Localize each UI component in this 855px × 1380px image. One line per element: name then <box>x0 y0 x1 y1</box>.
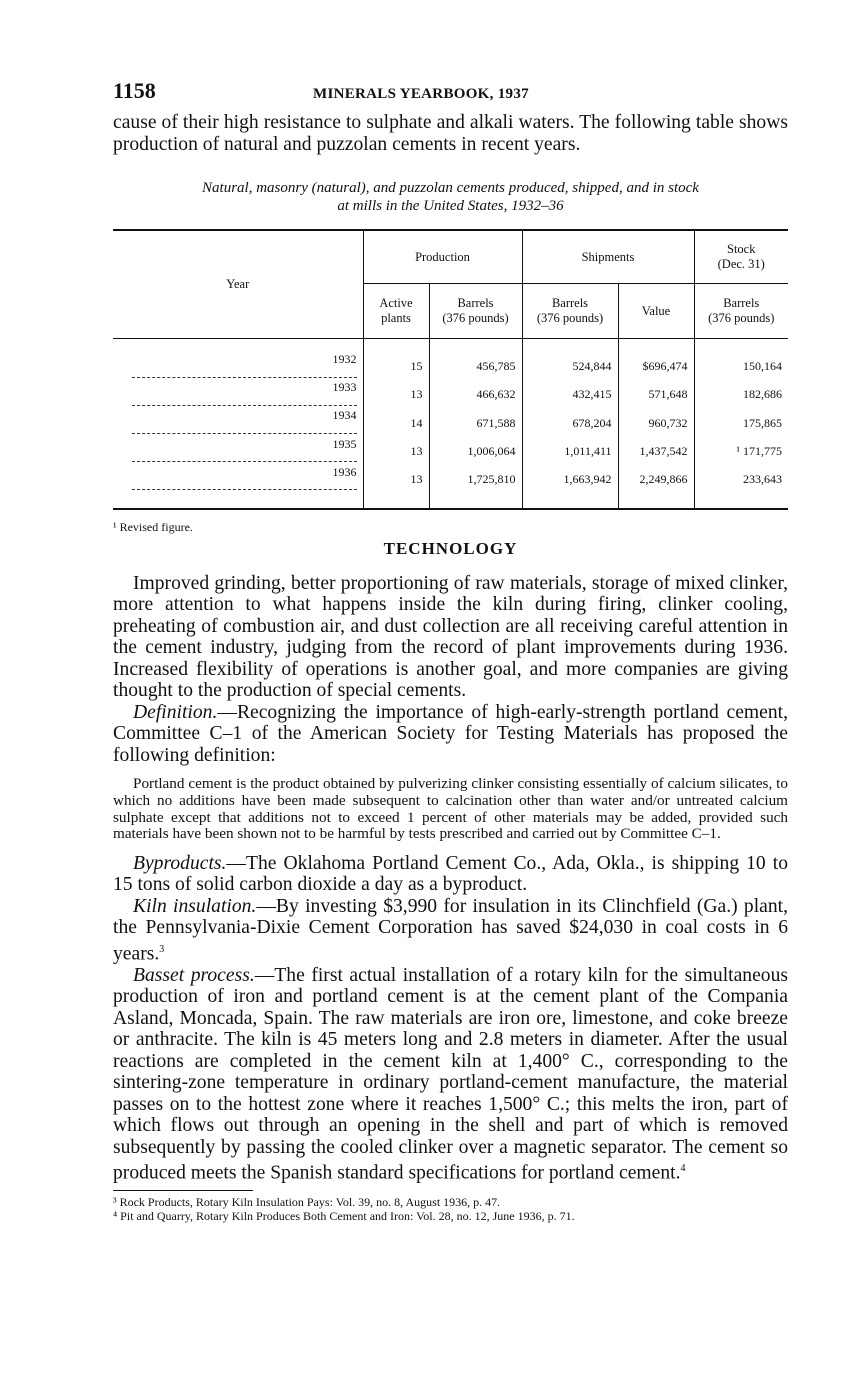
table-row <box>113 409 788 437</box>
run-in-head: Byproducts. <box>133 852 227 874</box>
cell-stock: 150,164 <box>694 339 788 382</box>
cell-year <box>113 339 363 382</box>
leader-dots <box>132 479 357 490</box>
cell-produced: 1,006,064 <box>429 438 522 466</box>
paragraph-basset-process <box>113 965 788 1185</box>
cell-value: 571,648 <box>618 381 694 409</box>
cell-value: 960,732 <box>618 409 694 437</box>
footnote-ref: 3 <box>159 943 165 955</box>
run-in-head: Basset process. <box>133 964 255 986</box>
year-label: 1932 <box>332 352 357 366</box>
col-header-shipped-barrels <box>522 284 618 339</box>
cell-active-plants: 15 <box>363 339 429 382</box>
footnote-ref: 4 <box>680 1163 686 1175</box>
footnote-rule <box>113 1190 253 1191</box>
run-in-head: Definition. <box>133 701 218 723</box>
active-label: Active <box>379 296 413 310</box>
cell-stock: 182,686 <box>694 381 788 409</box>
barrels-label: Barrels <box>551 296 589 310</box>
stock-label: Stock <box>727 242 756 256</box>
cell-produced: 671,588 <box>429 409 522 437</box>
year-label: 1934 <box>332 408 357 423</box>
intro-paragraph: cause of their high resistance to sulphate and alkali waters. The following table shows production of natural and puzzolan cements in recent years. <box>113 112 788 155</box>
table-caption <box>113 179 788 215</box>
cell-year <box>113 409 363 437</box>
page <box>113 78 788 1223</box>
year-label: 1936 <box>332 464 357 479</box>
paragraph-definition <box>113 702 788 767</box>
paragraph-text: —By investing $3,990 for insulation in its Clinchfield (Ga.) plant, the Pennsylvania-Dixie Cement Corporation has saved $24,030 in coal costs in 6 years. <box>113 895 788 965</box>
cell-year <box>113 466 363 509</box>
table-footnote: ¹ Revised figure. <box>113 519 193 534</box>
cell-active-plants: 13 <box>363 438 429 466</box>
table-row <box>113 339 788 382</box>
barrels-unit: (376 pounds) <box>442 311 509 325</box>
col-group-shipments: Shipments <box>522 230 694 284</box>
plants-label: plants <box>381 311 411 325</box>
page-number: 1158 <box>113 78 156 103</box>
cell-produced: 456,785 <box>429 339 522 382</box>
cell-stock: 233,643 <box>694 466 788 509</box>
cell-value: 1,437,542 <box>618 438 694 466</box>
footnote-3: ³ Rock Products, Rotary Kiln Insulation Pays: Vol. 39, no. 8, August 1936, p. 47. <box>113 1195 501 1210</box>
paragraph-byproducts <box>113 853 788 896</box>
col-header-produced-barrels <box>429 284 522 339</box>
year-label: 1933 <box>332 380 357 395</box>
table-row <box>113 381 788 409</box>
year-label: 1935 <box>332 436 357 451</box>
definition-extract: Portland cement is the product obtained by pulverizing clinker consisting essentially of calcium silicates, to which no additions have been made subsequent to calcination other than water and/or untreated calcium sulphate except that additions not to exceed 1 percent of other materials may be added, provided such materials have been shown not to be harmful by tests prescribed and carried out by Committee C–1. <box>113 775 788 843</box>
col-group-stock <box>694 230 788 284</box>
cell-produced: 466,632 <box>429 381 522 409</box>
cell-year <box>113 438 363 466</box>
footnote-4: ⁴ Pit and Quarry, Rotary Kiln Produces Both Cement and Iron: Vol. 28, no. 12, June 1936, p. 71. <box>113 1209 575 1224</box>
cell-year <box>113 381 363 409</box>
cell-shipped: 1,011,411 <box>522 438 618 466</box>
table-row <box>113 466 788 509</box>
cell-shipped: 432,415 <box>522 381 618 409</box>
barrels-unit: (376 pounds) <box>708 311 775 325</box>
section-heading: TECHNOLOGY <box>383 538 518 558</box>
cell-produced: 1,725,810 <box>429 466 522 509</box>
leader-dots <box>132 451 357 462</box>
cell-stock: ¹ 171,775 <box>694 438 788 466</box>
cell-active-plants: 14 <box>363 409 429 437</box>
cell-stock: 175,865 <box>694 409 788 437</box>
col-header-active-plants <box>363 284 429 339</box>
leader-dots <box>132 423 357 434</box>
stock-date: (Dec. 31) <box>717 257 765 271</box>
col-group-production: Production <box>363 230 522 284</box>
paragraph-grinding: Improved grinding, better proportioning of raw materials, storage of mixed clinker, more attention to what happens inside the kiln during firing, clinker cooling, preheating of combustion air, and dust collection are all receiving careful attention in the cement industry, judging from the record of plant improvements during 1936. Increased flexibility of operations is another goal, and more companies are giving thought to the production of special cements. <box>113 572 788 702</box>
col-header-stock-barrels <box>694 284 788 339</box>
table-caption-line-1: Natural, masonry (natural), and puzzolan cements produced, shipped, and in stock <box>202 180 699 196</box>
paragraph-text: —The Oklahoma Portland Cement Co., Ada, Okla., is shipping 10 to 15 tons of solid carbon dioxide a day as a byproduct. <box>113 852 788 896</box>
col-header-year: Year <box>113 230 363 339</box>
cell-value: 2,249,866 <box>618 466 694 509</box>
barrels-unit: (376 pounds) <box>536 311 604 325</box>
cell-active-plants: 13 <box>363 381 429 409</box>
cell-shipped: 524,844 <box>522 339 618 382</box>
run-in-head: Kiln insulation. <box>133 895 257 917</box>
col-header-value: Value <box>618 284 694 339</box>
cell-shipped: 1,663,942 <box>522 466 618 509</box>
paragraph-kiln-insulation <box>113 896 788 965</box>
paragraph-text: —The first actual installation of a rotary kiln for the simultaneous production of iron and portland cement is at the cement plant of the Compania Asland, Moncada, Spain. The raw materials are iron ore, limestone, and coke breeze or anthracite. The kiln is 45 meters long and 2.8 meters in diameter. After the usual reactions are completed in the cement kiln at 1,400° C., corresponding to the sintering-zone temperature in ordinary portland-cement manufacture, the material passes on to the hottest zone where it reaches 1,500° C.; this melts the iron, part of which flows out through an opening in the shell and part of which is removed subsequently by passing the cooled clinker over a magnetic separator. The cement so produced meets the Spanish standard specifications for portland cement. <box>113 964 789 1184</box>
leader-dots <box>132 395 357 406</box>
barrels-label: Barrels <box>723 296 760 310</box>
paragraph-text: —Recognizing the importance of high-early-strength portland cement, Committee C–1 of the American Society for Testing Materials has proposed the following definition: <box>113 701 788 766</box>
cell-shipped: 678,204 <box>522 409 618 437</box>
page-header <box>113 78 788 112</box>
running-title: MINERALS YEARBOOK, 1937 <box>313 86 529 102</box>
table-row <box>113 438 788 466</box>
cell-value: $696,474 <box>618 339 694 382</box>
cell-active-plants: 13 <box>363 466 429 509</box>
barrels-label: Barrels <box>457 296 494 310</box>
cement-table <box>113 229 788 510</box>
table-caption-line-2: at mills in the United States, 1932–36 <box>337 198 564 214</box>
leader-dots <box>132 367 357 378</box>
